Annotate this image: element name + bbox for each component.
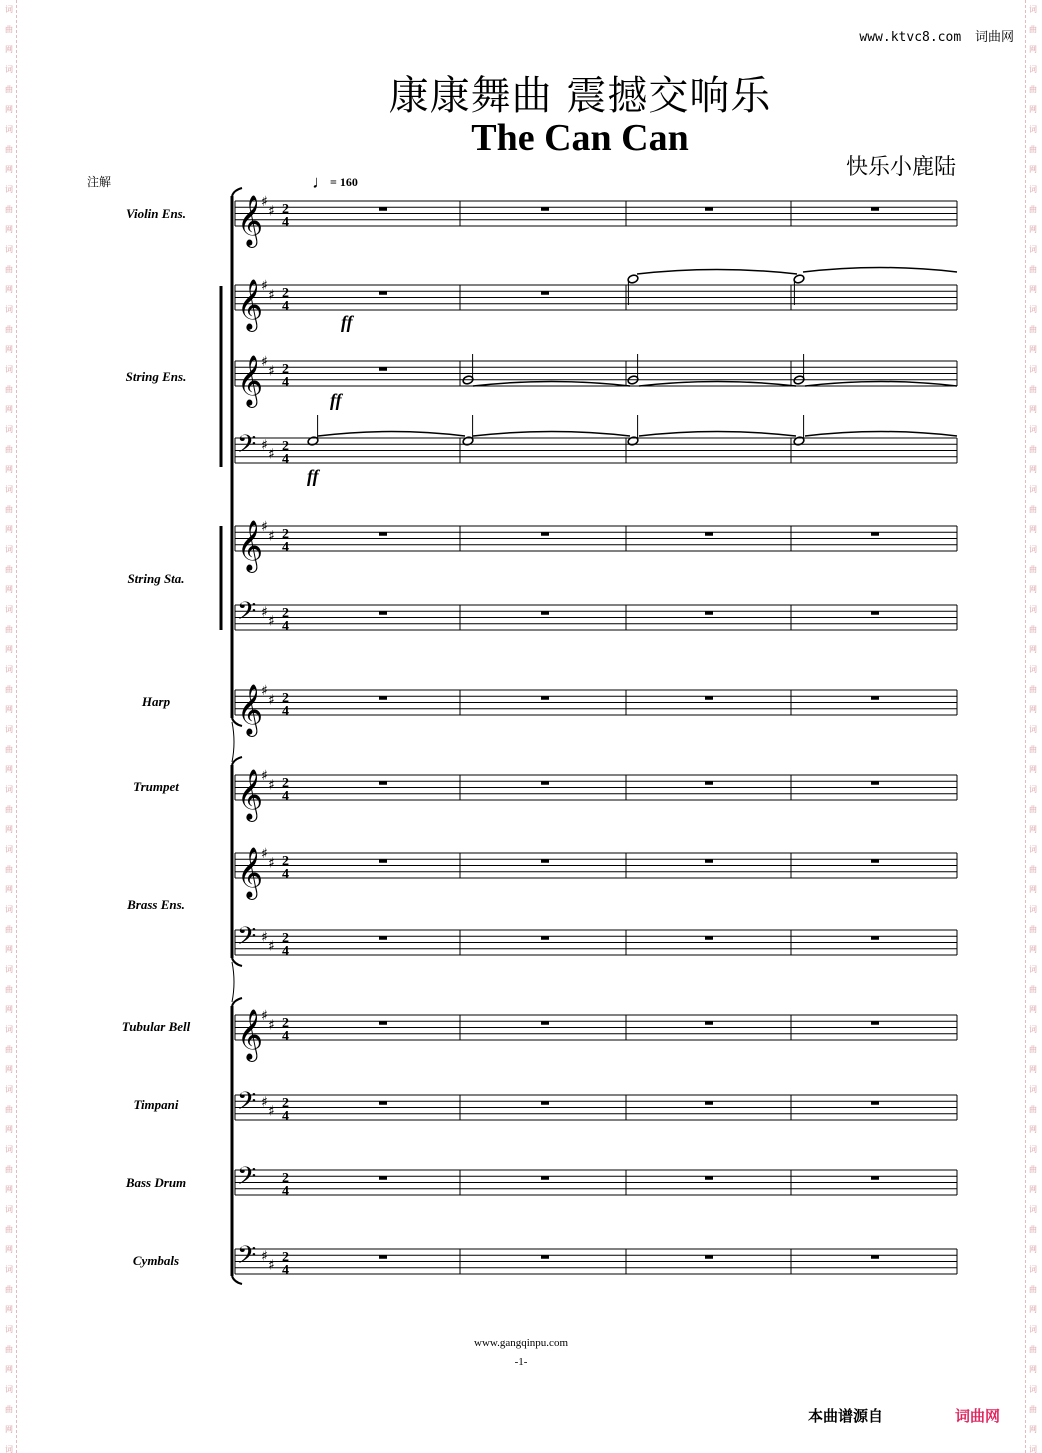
measure-rest <box>379 207 387 211</box>
tie <box>803 268 957 273</box>
sharp-icon: ♯ <box>261 278 268 294</box>
composer: 快乐小鹿陆 <box>845 155 956 180</box>
instrument-label-cymbals: Cymbals <box>132 1253 180 1268</box>
right-watermark-strip: 词 曲 网 词 曲 网 词 曲 网 词 曲 网 词 曲 网 词 曲 网 词 曲 网 词 曲 网 词 曲 网 词 曲 网 词 曲 网 词 曲 网 词 曲 网 词 曲 网 词 曲 网 词 曲 网 词 曲 网 词 曲 网 词 曲 网 词 曲 网 词 曲 网 词 曲 网 词 曲 网 词 曲 网 词 <box>1025 0 1040 1453</box>
time-signature-numerator: 2 <box>282 1096 289 1111</box>
treble-clef-icon: 𝄞 <box>237 1009 264 1060</box>
time-signature-denominator: 4 <box>282 299 289 314</box>
time-signature-numerator: 2 <box>282 527 289 542</box>
footer-url[interactable]: www.gangqinpu.com <box>474 1337 568 1349</box>
dynamic-ff: ff <box>307 466 319 486</box>
time-signature-numerator: 2 <box>282 439 289 454</box>
dynamic-ff: ff <box>330 390 342 410</box>
measure-rest <box>705 611 713 615</box>
measure-rest <box>541 696 549 700</box>
time-signature-denominator: 4 <box>282 540 289 555</box>
measure-rest <box>379 611 387 615</box>
time-signature-denominator: 4 <box>282 867 289 882</box>
staff-trumpet <box>235 768 957 822</box>
dynamic-ff: ff <box>341 312 353 332</box>
measure-rest <box>379 781 387 785</box>
measure-rest <box>541 1176 549 1180</box>
time-signature-numerator: 2 <box>282 1016 289 1031</box>
treble-clef-icon: 𝄞 <box>237 847 264 898</box>
time-signature-numerator: 2 <box>282 854 289 869</box>
sharp-icon: ♯ <box>261 1248 268 1265</box>
staff-violin-ens <box>235 194 957 248</box>
time-signature-numerator: 2 <box>282 606 289 621</box>
measure-rest <box>541 291 549 295</box>
measure-rest <box>379 859 387 863</box>
bass-clef-icon: 𝄢 <box>237 597 257 632</box>
measure-rest <box>871 532 879 536</box>
measure-rest <box>871 1101 879 1105</box>
sharp-icon: ♯ <box>268 777 275 794</box>
staff-cymbals <box>235 1241 957 1278</box>
left-watermark-strip: 词 曲 网 词 曲 网 词 曲 网 词 曲 网 词 曲 网 词 曲 网 词 曲 网 词 曲 网 词 曲 网 词 曲 网 词 曲 网 词 曲 网 词 曲 网 词 曲 网 词 曲 网 词 曲 网 词 曲 网 词 曲 网 词 曲 网 词 曲 网 词 曲 网 词 曲 网 词 曲 网 词 曲 网 词 <box>2 0 17 1453</box>
treble-clef-icon: 𝄞 <box>237 355 264 406</box>
measure-rest <box>871 1176 879 1180</box>
tie <box>637 270 797 275</box>
half-note-a5 <box>793 274 805 305</box>
time-signature-numerator: 2 <box>282 691 289 706</box>
measure-rest <box>541 1021 549 1025</box>
time-signature-denominator: 4 <box>282 1029 289 1044</box>
title-chinese: 康康舞曲 震撼交响乐 <box>388 73 772 119</box>
sharp-icon: ♯ <box>268 287 275 304</box>
site-name[interactable]: 词曲网 <box>974 30 1014 45</box>
staff-tubular-bell <box>235 1008 957 1062</box>
measure-rest <box>871 936 879 940</box>
sharp-icon: ♯ <box>268 1257 275 1274</box>
measure-rest <box>541 781 549 785</box>
tie <box>318 432 465 437</box>
measure-rest <box>705 781 713 785</box>
sharp-icon: ♯ <box>268 1103 275 1120</box>
time-signature-numerator: 2 <box>282 362 289 377</box>
staff-string-sta-1 <box>235 519 957 573</box>
bass-clef-icon: 𝄢 <box>237 430 257 465</box>
measure-rest <box>379 532 387 536</box>
measure-rest <box>705 1021 713 1025</box>
sharp-icon: ♯ <box>261 1094 268 1111</box>
sharp-icon: ♯ <box>268 363 275 380</box>
sharp-icon: ♯ <box>268 855 275 872</box>
tie <box>473 382 630 387</box>
staff-string-ens-3 <box>235 430 957 467</box>
half-note-a5 <box>627 274 639 305</box>
notes <box>307 268 957 447</box>
instrument-label-violin-ens: Violin Ens. <box>126 206 186 221</box>
bass-clef-icon: 𝄢 <box>237 1087 257 1122</box>
sharp-icon: ♯ <box>261 519 268 535</box>
sharp-icon: ♯ <box>261 437 268 454</box>
sharp-icon: ♯ <box>261 194 268 210</box>
staff-brass-ens-1 <box>235 846 957 900</box>
tie <box>805 382 957 387</box>
time-signature-denominator: 4 <box>282 1184 289 1199</box>
source-label: 本曲谱源自 <box>808 1407 884 1425</box>
tempo-value: = 160 <box>330 175 358 189</box>
treble-clef-icon: 𝄞 <box>237 520 264 571</box>
sharp-icon: ♯ <box>261 929 268 946</box>
measure-rest <box>379 291 387 295</box>
time-signature-denominator: 4 <box>282 944 289 959</box>
dynamics <box>307 312 355 486</box>
sharp-icon: ♯ <box>268 938 275 955</box>
measure-rest <box>541 532 549 536</box>
title-english: The Can Can <box>471 117 689 159</box>
measure-rest <box>541 207 549 211</box>
half-note-a4 <box>462 354 474 385</box>
measure-rest <box>705 207 713 211</box>
staff-string-sta-2 <box>235 597 957 634</box>
half-note-a4 <box>793 354 805 385</box>
sharp-icon: ♯ <box>261 1008 268 1024</box>
measure-rest <box>379 1021 387 1025</box>
time-signature-numerator: 2 <box>282 286 289 301</box>
staff-brass-ens-2 <box>235 922 957 959</box>
measure-rest <box>541 1101 549 1105</box>
staff-bass-drum <box>235 1162 957 1199</box>
sharp-icon: ♯ <box>268 446 275 463</box>
instrument-label-brass-ens: Brass Ens. <box>127 897 185 912</box>
measure-rest <box>541 1255 549 1259</box>
instrument-label-tubular-bell: Tubular Bell <box>121 1019 191 1034</box>
quarter-note-icon: ♩ <box>312 172 330 192</box>
staves <box>235 194 957 1278</box>
sharp-icon: ♯ <box>268 203 275 220</box>
sharp-icon: ♯ <box>268 613 275 630</box>
treble-clef-icon: 𝄞 <box>237 279 264 330</box>
time-signature-numerator: 2 <box>282 1171 289 1186</box>
sharp-icon: ♯ <box>261 768 268 784</box>
measure-rest <box>379 1255 387 1259</box>
measure-rest <box>871 859 879 863</box>
half-note-a3 <box>307 415 319 446</box>
measure-rest <box>705 936 713 940</box>
tie <box>805 432 957 437</box>
notes-label: 注解 <box>87 175 112 189</box>
time-signature-denominator: 4 <box>282 789 289 804</box>
treble-clef-icon: 𝄞 <box>237 684 264 735</box>
sharp-icon: ♯ <box>268 528 275 545</box>
tie <box>473 432 630 437</box>
time-signature-denominator: 4 <box>282 215 289 230</box>
page-number: -1- <box>514 1356 528 1368</box>
measure-rest <box>379 696 387 700</box>
time-signature-numerator: 2 <box>282 776 289 791</box>
measure-rest <box>705 1176 713 1180</box>
instrument-label-string-sta: String Sta. <box>127 571 185 586</box>
time-signature-denominator: 4 <box>282 619 289 634</box>
sharp-icon: ♯ <box>268 1017 275 1034</box>
measure-rest <box>705 859 713 863</box>
bass-clef-icon: 𝄢 <box>237 1241 257 1276</box>
half-note-a3 <box>462 415 474 446</box>
time-signature-denominator: 4 <box>282 375 289 390</box>
treble-clef-icon: 𝄞 <box>237 195 264 246</box>
measure-rest <box>871 1021 879 1025</box>
staff-harp <box>235 683 957 737</box>
measure-rest <box>871 611 879 615</box>
instrument-label-string-ens: String Ens. <box>125 369 187 384</box>
measure-rest <box>705 1101 713 1105</box>
instrument-label-bass-drum: Bass Drum <box>125 1175 187 1190</box>
measure-rest <box>705 532 713 536</box>
sharp-icon: ♯ <box>261 683 268 699</box>
site-url[interactable]: www.ktvc8.com <box>859 30 962 45</box>
instrument-label-timpani: Timpani <box>133 1097 179 1112</box>
measure-rest <box>871 696 879 700</box>
measure-rest <box>541 859 549 863</box>
source-site[interactable]: 词曲网 <box>955 1407 1001 1425</box>
half-note-a3 <box>627 415 639 446</box>
measure-rest <box>541 936 549 940</box>
measure-rest <box>379 936 387 940</box>
time-signature-numerator: 2 <box>282 202 289 217</box>
instrument-label-harp: Harp <box>141 694 171 709</box>
half-note-a3 <box>793 415 805 446</box>
tie <box>639 432 796 437</box>
measure-rest <box>871 1255 879 1259</box>
time-signature-denominator: 4 <box>282 452 289 467</box>
measure-rest <box>705 696 713 700</box>
staff-timpani <box>235 1087 957 1124</box>
staff-string-ens-2 <box>235 354 957 408</box>
bass-clef-icon: 𝄢 <box>237 922 257 957</box>
time-signature-numerator: 2 <box>282 931 289 946</box>
measure-rest <box>871 781 879 785</box>
measure-rest <box>871 207 879 211</box>
tie <box>639 382 796 387</box>
time-signature-denominator: 4 <box>282 704 289 719</box>
time-signature-denominator: 4 <box>282 1263 289 1278</box>
half-note-a4 <box>627 354 639 385</box>
sharp-icon: ♯ <box>268 692 275 709</box>
sharp-icon: ♯ <box>261 604 268 621</box>
measure-rest <box>379 1101 387 1105</box>
instrument-label-trumpet: Trumpet <box>133 779 179 794</box>
measure-rest <box>379 367 387 371</box>
time-signature-numerator: 2 <box>282 1250 289 1265</box>
measure-rest <box>705 1255 713 1259</box>
bass-clef-icon: 𝄢 <box>237 1162 257 1197</box>
sharp-icon: ♯ <box>261 354 268 370</box>
time-signature-denominator: 4 <box>282 1109 289 1124</box>
sharp-icon: ♯ <box>261 846 268 862</box>
measure-rest <box>379 1176 387 1180</box>
treble-clef-icon: 𝄞 <box>237 769 264 820</box>
measure-rest <box>541 611 549 615</box>
